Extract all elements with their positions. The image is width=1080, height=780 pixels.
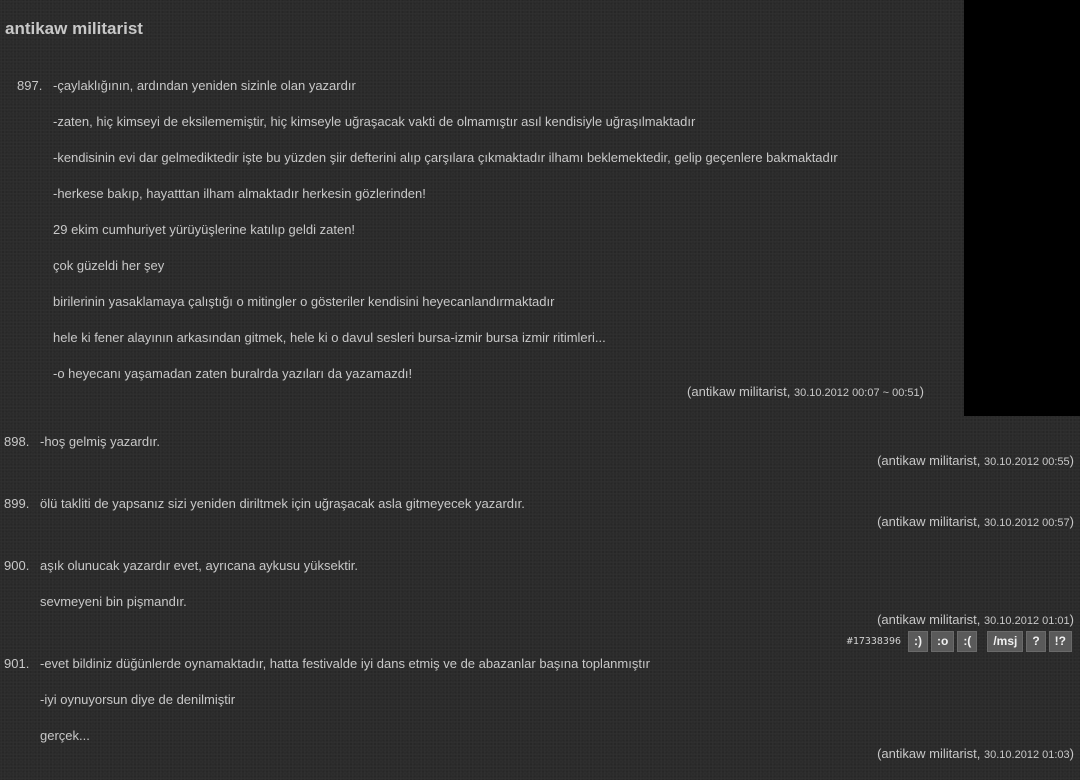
entry-number[interactable]: 897. [17,78,43,93]
author-link[interactable]: antikaw militarist [881,514,977,529]
entry-line: 29 ekim cumhuriyet yürüyüşlerine katılıp geldi zaten! [53,222,356,237]
entry-line: ölü takliti de yapsanız sizi yeniden diriltmek için uğraşacak asla gitmeyecek yazardır. [40,496,525,511]
black-side-panel [964,0,1080,416]
entry-signature: (antikaw militarist, 30.10.2012 00:07 ~ 00:51) [687,384,924,399]
entry-signature: (antikaw militarist, 30.10.2012 01:03) [877,746,1074,761]
surprise-vote-button[interactable]: :o [931,631,954,652]
topic-title[interactable]: antikaw militarist [5,19,143,38]
author-link[interactable]: antikaw militarist [691,384,787,399]
report-button[interactable]: ? [1026,631,1045,652]
entry-line: gerçek... [40,728,90,743]
author-link[interactable]: antikaw militarist [881,746,977,761]
entry-id-link[interactable]: #17338396 [846,636,901,647]
frown-vote-button[interactable]: :( [957,631,977,652]
entry-line: -kendisinin evi dar gelmediktedir işte bu yüzden şiir defterini alıp çarşılara çıkmaktadır ilhamı beklemektedir, gelip geçenlere bakmaktadır [53,150,838,165]
entry-line: sevmeyeni bin pişmandır. [40,594,187,609]
entry-line: birilerinin yasaklamaya çalıştığı o mitingler o gösteriler kendisini heyecanlandırmaktadır [53,294,555,309]
entry-number[interactable]: 900. [4,558,30,573]
entry-line: aşık olunucak yazardır evet, ayrıcana aykusu yüksektir. [40,558,358,573]
entry-number[interactable]: 901. [4,656,30,671]
author-link[interactable]: antikaw militarist [881,453,977,468]
entry-line: -iyi oynuyorsun diye de denilmiştir [40,692,236,707]
entry-signature: (antikaw militarist, 30.10.2012 01:01) [877,612,1074,627]
entry-line: -zaten, hiç kimseyi de eksilememiştir, hiç kimseyle uğraşacak vakti de olmamıştır asıl kendisiyle uğraşılmaktadır [53,114,696,129]
entry-line: -çaylaklığının, ardından yeniden sizinle olan yazardır [53,78,356,93]
complain-button[interactable]: !? [1049,631,1072,652]
message-button[interactable]: /msj [987,631,1023,652]
entry-timestamp: 30.10.2012 01:03 [984,749,1070,761]
entry-timestamp: 30.10.2012 01:01 [984,615,1070,627]
entry-toolbar [847,631,1072,652]
entry-signature: (antikaw militarist, 30.10.2012 00:57) [877,514,1074,529]
entry-timestamp: 30.10.2012 00:57 [984,517,1070,529]
entry-number[interactable]: 898. [4,434,30,449]
entry-line: -herkese bakıp, hayatttan ilham almaktadır herkesin gözlerinden! [53,186,426,201]
entry-timestamp: 30.10.2012 00:55 [984,456,1070,468]
smile-vote-button[interactable]: :) [908,631,928,652]
entry-line: -hoş gelmiş yazardır. [40,434,160,449]
entry-line: hele ki fener alayının arkasından gitmek, hele ki o davul sesleri bursa-izmir bursa izmir ritimleri... [53,330,606,345]
entry-timestamp: 30.10.2012 00:07 ~ 00:51 [793,387,920,399]
entry-line: -evet bildiniz düğünlerde oynamaktadır, hatta festivalde iyi dans etmiş ve de abazanlar başına toplanmıştır [40,656,650,671]
author-link[interactable]: antikaw militarist [881,612,977,627]
entry-line: -o heyecanı yaşamadan zaten buralrda yazıları da yazamazdı! [53,366,413,381]
entry-line: çok güzeldi her şey [53,258,165,273]
entry-signature: (antikaw militarist, 30.10.2012 00:55) [877,453,1074,468]
entry-number[interactable]: 899. [4,496,30,511]
